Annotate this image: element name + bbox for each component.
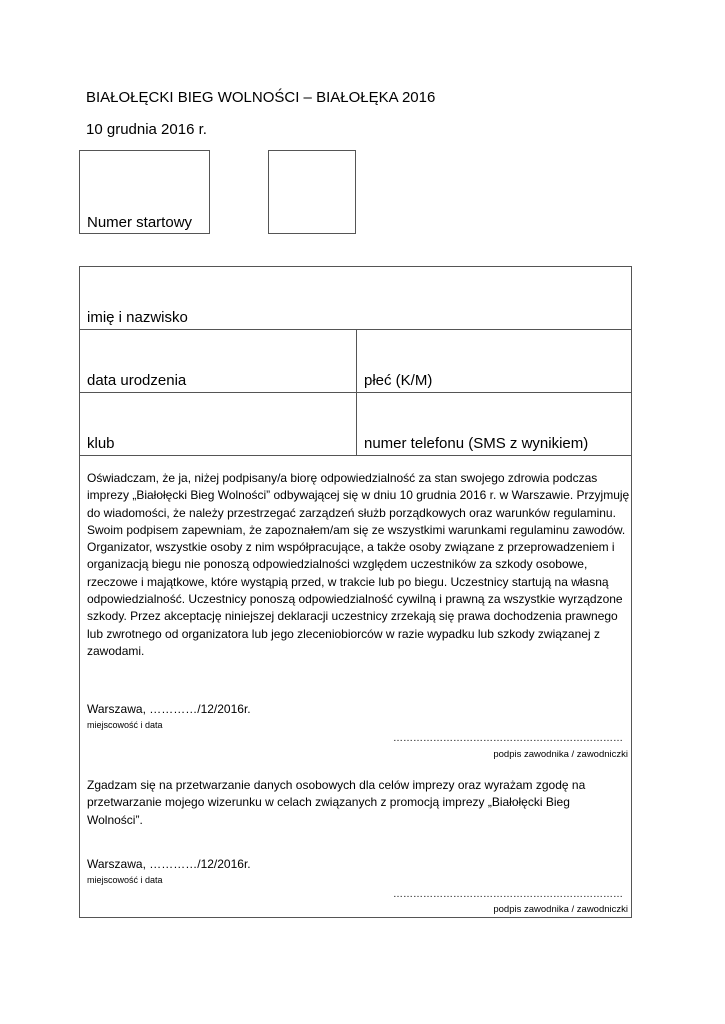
gender-field-label: płeć (K/M) bbox=[364, 372, 433, 389]
signature-caption: podpis zawodnika / zawodniczki bbox=[493, 749, 628, 760]
event-date: 10 grudnia 2016 r. bbox=[86, 121, 207, 138]
start-number-box[interactable] bbox=[79, 150, 210, 234]
place-date-caption: miejscowość i data bbox=[87, 720, 163, 730]
signature-line[interactable]: …………………………………………………………… bbox=[393, 733, 623, 744]
name-row[interactable] bbox=[80, 267, 631, 330]
declaration-text bbox=[87, 470, 632, 660]
club-field-label: klub bbox=[87, 435, 115, 452]
consent-text bbox=[87, 777, 617, 829]
start-number-label: Numer startowy bbox=[87, 214, 193, 231]
blank-box[interactable] bbox=[268, 150, 356, 234]
consent-place-date-line: Warszawa, …………/12/2016r. bbox=[87, 857, 251, 871]
declaration-paragraph: Organizator, wszystkie osoby z nim współpracujące, a także osoby związane z przeprowadzeniem i organizacją biegu nie ponoszą odpowiedzialności względem uczestników za szkody osobowe, rzeczowe i majątkowe, które wystąpią przed, w trakcie lub po biegu. Uczestnicy startują na własną odpowiedzialność. Uczestnicy ponoszą odpowiedzialność cywilną i prawną za wszystkie wyrządzone szkody. Przez akceptację niniejszej deklaracji uczestnicy zrzekają się prawa dochodzenia prawnego lub zwrotnego od organizatora lub jego zleceniobiorców w razie wypadku lub szkody związanej z zawodami. bbox=[87, 540, 623, 658]
declaration-paragraph: Oświadczam, że ja, niżej podpisany/a biorę odpowiedzialność za stan swojego zdrowia podczas imprezy „Białołęcki Bieg Wolności” odbywającej się w dniu 10 grudnia 2016 r. w Warszawie. Przyjmuję do wiadomości, że należy przestrzegać zarządzeń służb porządkowych oraz warunków regulaminu. Swoim podpisem zapewniam, że zapoznałem/am się ze wszystkimi warunkami regulaminu zawodów. bbox=[87, 471, 630, 537]
phone-field-label: numer telefonu (SMS z wynikiem) bbox=[364, 435, 589, 452]
place-date-line: Warszawa, …………/12/2016r. bbox=[87, 702, 251, 716]
consent-signature-line[interactable]: …………………………………………………………… bbox=[393, 889, 623, 900]
birth-date-field-label: data urodzenia bbox=[87, 372, 187, 389]
document-title: BIAŁOŁĘCKI BIEG WOLNOŚCI – BIAŁOŁĘKA 2016 bbox=[86, 89, 436, 106]
consent-place-date-caption: miejscowość i data bbox=[87, 875, 163, 885]
consent-paragraph: Zgadzam się na przetwarzanie danych osobowych dla celów imprezy oraz wyrażam zgodę na przetwarzanie mojego wizerunku w celach związanych z promocją imprezy „Białołęcki Bieg Wolności”. bbox=[87, 778, 586, 827]
consent-signature-caption: podpis zawodnika / zawodniczki bbox=[493, 904, 628, 915]
column-divider bbox=[356, 330, 357, 456]
name-field-label: imię i nazwisko bbox=[87, 309, 188, 326]
registration-form bbox=[79, 266, 632, 918]
